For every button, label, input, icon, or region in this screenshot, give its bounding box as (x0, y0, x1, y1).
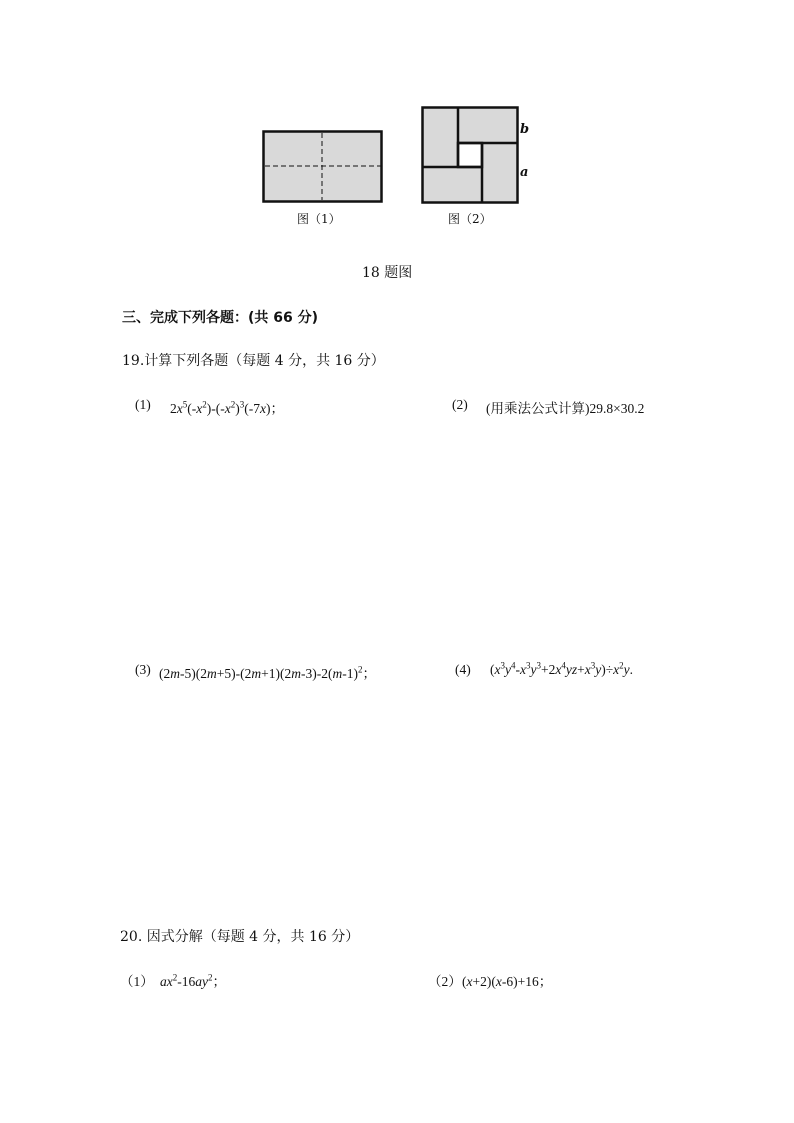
q20-title: 20. 因式分解（每题 4 分，共 16 分） (120, 929, 360, 945)
q19-p2-number: (2) (452, 397, 468, 412)
figure-1 (262, 130, 384, 208)
label-b: b (520, 122, 530, 137)
q19-p3-expression: $(2m-5)(2m+5)-(2m+1)(2m-3)-2(m-1)^2$； (159, 664, 376, 681)
q19-title: 19.计算下列各题（每题 4 分，共 16 分） (122, 353, 385, 369)
section-3-title: 三、完成下列各题：(共 66 分) (122, 310, 319, 326)
q19-p1-expression: $2x^5(-x^2)-(-x^2)^3(-7x)$； (170, 399, 284, 416)
figure-2 (421, 106, 519, 208)
q20-p2-number: （2） (428, 974, 462, 989)
q19-p4-expression: $(x^3y^4-x^3y^3+2x^4yz+x^3y)\div x^2y$. (490, 660, 634, 677)
q19-p1-number: (1) (135, 397, 151, 412)
q19-p3-number: (3) (135, 662, 151, 677)
q19-p4-number: (4) (455, 662, 471, 677)
label-a: a (520, 165, 529, 180)
figure-2-square (421, 106, 519, 204)
q19-p2-expression: (用乘法公式计算)29.8×30.2 (486, 401, 645, 416)
figure-1-rectangle (262, 130, 384, 204)
q20-p1-expression: $ax^2-16ay^2$； (160, 972, 226, 989)
q20-p1-number: （1） (120, 974, 154, 989)
figure-1-caption: 图（1） (297, 212, 341, 226)
figure-2-caption: 图（2） (448, 212, 492, 226)
figure-caption-18: 18 题图 (362, 265, 413, 281)
q20-p2-expression: (x+2)(x-6)+16； (462, 974, 553, 989)
